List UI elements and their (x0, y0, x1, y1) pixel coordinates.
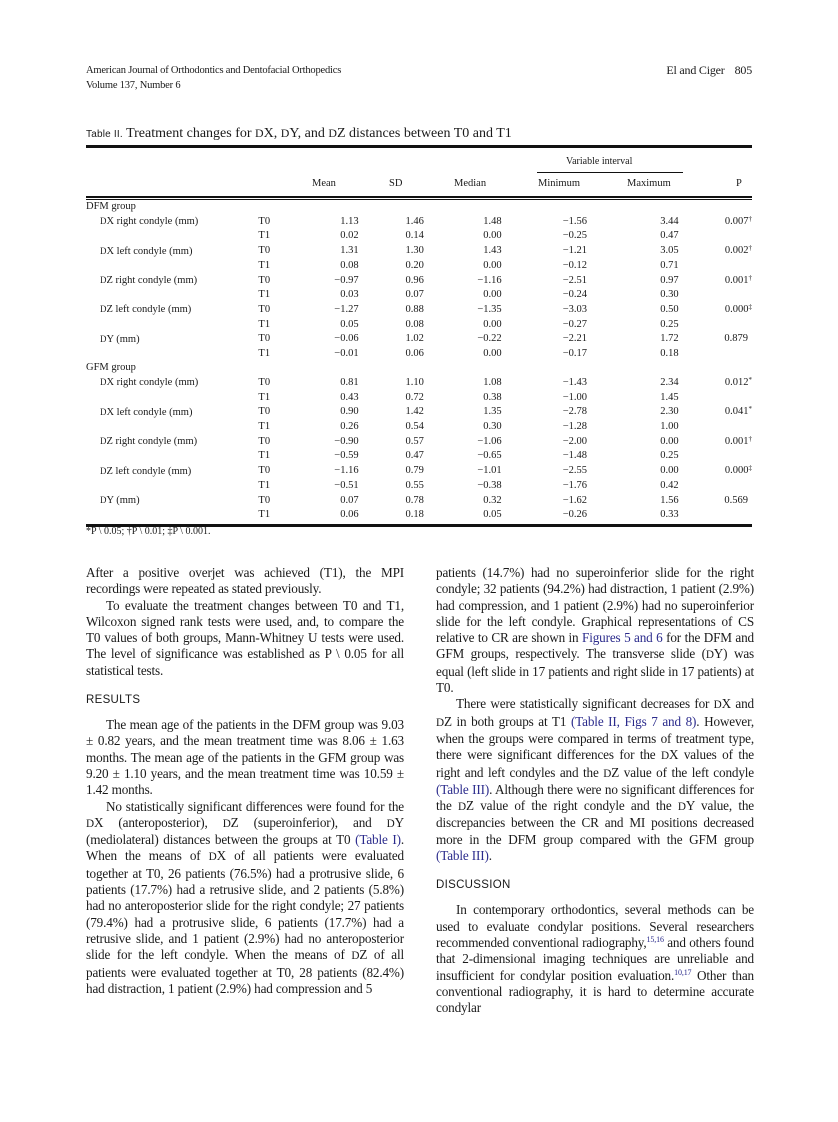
maximum-cell: 0.25 (660, 318, 679, 330)
maximum-cell: 0.00 (660, 435, 679, 447)
journal-name: American Journal of Orthodontics and Dentofacial Orthopedics (86, 65, 342, 76)
significance-marker: ‡ (748, 302, 752, 311)
p-value-cell: 0.000‡ (724, 302, 752, 315)
variable-interval-rule (537, 172, 683, 173)
variable-label: DX right condyle (mm) (100, 377, 199, 389)
mean-cell: 1.31 (340, 245, 359, 257)
median-cell: 0.00 (483, 348, 502, 360)
mean-cell: 0.08 (340, 259, 359, 271)
maximum-cell: 1.72 (660, 333, 679, 345)
variable-label (86, 259, 258, 273)
minimum-cell: −2.21 (562, 333, 587, 345)
timepoint: T0 (258, 215, 271, 227)
table-row (86, 273, 752, 288)
maximum-cell: 0.47 (660, 230, 679, 242)
mean-cell: −0.51 (334, 479, 359, 491)
maximum-cell: 0.33 (660, 509, 679, 521)
table-row (86, 332, 752, 347)
col-header-sd: SD (389, 178, 403, 189)
p-value-cell: 0.879 (724, 333, 748, 345)
variable-label (86, 288, 258, 302)
timepoint: T1 (258, 391, 271, 403)
variable-label: DY (mm) (100, 333, 140, 345)
table-row (86, 347, 752, 361)
minimum-cell: −1.28 (562, 421, 587, 433)
mean-cell: −0.90 (334, 435, 359, 447)
maximum-cell: 2.30 (660, 406, 679, 418)
body-column-right (436, 565, 754, 1016)
figures-5-6-link[interactable]: Figures 5 and 6 (582, 630, 663, 646)
median-cell: −1.06 (477, 435, 502, 447)
timepoint: T1 (258, 348, 271, 360)
maximum-cell: 0.97 (660, 274, 679, 286)
median-cell: 0.00 (483, 259, 502, 271)
sd-cell: 0.54 (405, 421, 424, 433)
timepoint: T0 (258, 245, 271, 257)
table-row (86, 464, 752, 479)
col-header-minimum: Minimum (538, 178, 581, 189)
maximum-cell: 3.44 (660, 215, 679, 227)
maximum-cell: 0.18 (660, 348, 679, 360)
mean-cell: 0.90 (340, 406, 359, 418)
table-row (86, 318, 752, 332)
mean-cell: 0.26 (340, 421, 359, 433)
table-caption (86, 124, 756, 144)
mean-cell: 0.07 (340, 494, 359, 506)
maximum-cell: 0.00 (660, 465, 679, 477)
timepoint: T1 (258, 450, 271, 462)
minimum-cell: −3.03 (562, 303, 587, 315)
median-cell: −1.01 (477, 465, 502, 477)
sd-cell: 1.10 (405, 376, 424, 388)
median-cell: 0.00 (483, 289, 502, 301)
sd-cell: 0.55 (405, 479, 424, 491)
paragraph: To evaluate the treatment changes between T0 and T1, Wilcoxon signed rank tests were used, and, to compare the T0 values of both groups, Mann-Whitney U tests were used. The level of significance was established as P \ 0.05 for all statistical tests. (86, 597, 404, 678)
minimum-cell: −0.24 (562, 289, 587, 301)
variable-label (86, 347, 258, 361)
p-value-cell: 0.569 (724, 494, 748, 506)
timepoint: T0 (258, 465, 271, 477)
table-iii-link[interactable]: (Table III) (436, 781, 490, 797)
maximum-cell: 0.50 (660, 303, 679, 315)
variable-label: DZ right condyle (mm) (100, 436, 198, 448)
median-cell: 1.08 (483, 376, 502, 388)
minimum-cell: −0.25 (562, 230, 587, 242)
median-cell: −1.35 (477, 303, 502, 315)
significance-marker: † (748, 244, 752, 253)
col-header-mean: Mean (312, 178, 336, 189)
sd-cell: 0.57 (405, 435, 424, 447)
p-value-cell (679, 420, 752, 434)
p-value-cell: 0.001† (724, 434, 752, 447)
median-cell: 0.05 (483, 509, 502, 521)
mean-cell: −1.27 (334, 303, 359, 315)
timepoint: T0 (258, 494, 271, 506)
variable-label: DX right condyle (mm) (100, 216, 199, 228)
col-header-p: P (736, 178, 742, 189)
sd-cell: 0.06 (405, 348, 424, 360)
p-value-cell (679, 391, 752, 405)
col-header-median: Median (454, 178, 487, 189)
significance-marker: † (748, 214, 752, 223)
table-body (86, 200, 752, 522)
p-value-cell: 0.001† (724, 273, 752, 286)
timepoint: T0 (258, 435, 271, 447)
table-row (86, 259, 752, 273)
maximum-cell: 0.42 (660, 479, 679, 491)
mean-cell: −0.59 (334, 450, 359, 462)
minimum-cell: −1.00 (562, 391, 587, 403)
table-row (86, 405, 752, 420)
timepoint: T1 (258, 289, 271, 301)
mean-cell: −0.01 (334, 348, 359, 360)
minimum-cell: −0.27 (562, 318, 587, 330)
table-row (86, 375, 752, 390)
median-cell: 0.32 (483, 494, 502, 506)
variable-label (86, 508, 258, 522)
table-row (86, 479, 752, 493)
variable-label (86, 420, 258, 434)
median-cell: 0.38 (483, 391, 502, 403)
maximum-cell: 1.00 (660, 421, 679, 433)
table-title: Treatment changes for DX, DY, and DZ distances between T0 and T1 (126, 126, 512, 141)
median-cell: −0.65 (477, 450, 502, 462)
mean-cell: −0.06 (334, 333, 359, 345)
results-heading: RESULTS (86, 694, 141, 707)
group-label: GFM group (86, 362, 136, 374)
variable-label: DZ left condyle (mm) (100, 465, 192, 477)
p-value-cell (679, 288, 752, 302)
median-cell: 0.30 (483, 421, 502, 433)
timepoint: T0 (258, 274, 271, 286)
timepoint: T1 (258, 259, 271, 271)
group-row (86, 200, 752, 214)
minimum-cell: −1.43 (562, 376, 587, 388)
journal-info (86, 63, 341, 93)
table-row (86, 493, 752, 508)
p-value-cell (679, 229, 752, 243)
variable-label (86, 229, 258, 243)
variable-label (86, 479, 258, 493)
data-table (86, 145, 752, 527)
mean-cell: 0.05 (340, 318, 359, 330)
minimum-cell: −0.26 (562, 509, 587, 521)
variable-label: DZ left condyle (mm) (100, 304, 192, 316)
median-cell: 1.43 (483, 245, 502, 257)
mean-cell: 0.81 (340, 376, 359, 388)
sd-cell: 1.30 (405, 245, 424, 257)
author-page (666, 63, 752, 78)
maximum-cell: 2.34 (660, 376, 679, 388)
p-value-cell: 0.041* (724, 405, 752, 418)
significance-marker: * (748, 405, 752, 414)
sd-cell: 0.20 (405, 259, 424, 271)
variable-label: DZ right condyle (mm) (100, 275, 198, 287)
discussion-heading: DISCUSSION (436, 879, 511, 892)
col-header-maximum: Maximum (627, 178, 671, 189)
p-value-cell: 0.000‡ (724, 464, 752, 477)
mean-cell: −1.16 (334, 465, 359, 477)
table-row (86, 449, 752, 463)
maximum-cell: 1.45 (660, 391, 679, 403)
timepoint: T1 (258, 318, 271, 330)
paragraph: In contemporary orthodontics, several methods can be used to evaluate condylar positions. Several researchers recommended conventional radiography,$^{15,16}$ and others found that 2-dimensional imaging techniques are unreliable and insufficient for condylar position evaluation.$^{10,17}$ Other than conventional radiography, it is hard to determine accurate condylar (436, 902, 754, 1016)
timepoint: T0 (258, 333, 271, 345)
sd-cell: 0.14 (405, 230, 424, 242)
minimum-cell: −2.00 (562, 435, 587, 447)
sd-cell: 1.02 (405, 333, 424, 345)
sd-cell: 0.78 (405, 494, 424, 506)
maximum-cell: 1.56 (660, 494, 679, 506)
p-value-cell (679, 347, 752, 361)
table-row (86, 302, 752, 317)
table-label: Table II. (86, 129, 123, 140)
median-cell: 0.00 (483, 318, 502, 330)
minimum-cell: −1.21 (562, 245, 587, 257)
table-header (86, 148, 752, 196)
maximum-cell: 0.30 (660, 289, 679, 301)
journal-volume: Volume 137, Number 6 (86, 80, 181, 91)
maximum-cell: 0.71 (660, 259, 679, 271)
group-label: DFM group (86, 201, 136, 212)
mean-cell: 0.43 (340, 391, 359, 403)
p-value-cell (679, 449, 752, 463)
median-cell: −1.16 (477, 274, 502, 286)
variable-label: DX left condyle (mm) (100, 406, 193, 418)
sd-cell: 0.79 (405, 465, 424, 477)
table-ii-figs-link[interactable]: (Table II, Figs 7 and 8) (570, 713, 697, 729)
body-column-left (86, 565, 404, 997)
timepoint: T1 (258, 230, 271, 242)
median-cell: 0.00 (483, 230, 502, 242)
timepoint: T1 (258, 509, 271, 521)
p-value-cell (679, 479, 752, 493)
maximum-cell: 3.05 (660, 245, 679, 257)
median-cell: 1.48 (483, 215, 502, 227)
mean-cell: 0.06 (340, 509, 359, 521)
p-value-cell (679, 508, 752, 522)
table-row (86, 214, 752, 229)
p-value-cell: 0.002† (724, 244, 752, 257)
significance-marker: ‡ (748, 464, 752, 473)
p-value-cell (679, 259, 752, 273)
timepoint: T0 (258, 406, 271, 418)
minimum-cell: −1.48 (562, 450, 587, 462)
paragraph: After a positive overjet was achieved (T1), the MPI recordings were repeated as stated previously. (86, 565, 404, 597)
minimum-cell: −1.62 (562, 494, 587, 506)
table-iii-link[interactable]: (Table III) (436, 848, 489, 864)
page-number: 805 (734, 63, 752, 77)
group-row (86, 361, 752, 375)
variable-label (86, 318, 258, 332)
mean-cell: −0.97 (334, 274, 359, 286)
table-row (86, 391, 752, 405)
mean-cell: 0.03 (340, 289, 359, 301)
table-row (86, 288, 752, 302)
table-row (86, 229, 752, 243)
minimum-cell: −1.76 (562, 479, 587, 491)
mean-cell: 1.13 (340, 215, 359, 227)
timepoint: T0 (258, 376, 271, 388)
sd-cell: 0.72 (405, 391, 424, 403)
sd-cell: 1.42 (405, 406, 424, 418)
sd-cell: 0.88 (405, 303, 424, 315)
significance-marker: † (748, 434, 752, 443)
maximum-cell: 0.25 (660, 450, 679, 462)
reference-link[interactable]: 15,16 (646, 934, 664, 944)
table-row (86, 420, 752, 434)
variable-label: DX left condyle (mm) (100, 245, 193, 257)
median-cell: 1.35 (483, 406, 502, 418)
significance-marker: * (748, 375, 752, 384)
paragraph: There were statistically significant decreases for DX and DZ in both groups at T1 (Table II, Figs 7 and 8). However, when the groups were compared in terms of treatment type, there were significant differences for the DX values of the right and left condyles and the DZ value of the left condyle (Table III). Although there were no significant differences for the DZ value of the right condyle and the DY value, the discrepancies between the CR and MI positions decreased more in the DFM group compared with the GFM group (Table III). (436, 696, 755, 864)
mean-cell: 0.02 (340, 230, 359, 242)
variable-label: DY (mm) (100, 495, 140, 507)
sd-cell: 0.07 (405, 289, 424, 301)
minimum-cell: −0.12 (562, 259, 587, 271)
minimum-cell: −1.56 (562, 215, 587, 227)
authors: El and Ciger (666, 63, 725, 77)
p-value-cell: 0.007† (724, 214, 752, 227)
paragraph: No statistically significant differences were found for the DX (anteroposterior), DZ (superoinferior), and DY (mediolateral) distances between the groups at T0 (Table I). When the means of DX of all patients were evaluated together at T0, 26 patients (76.5%) had a protrusive slide, 6 patients (17.7%) had a retrusive slide, and 2 patients (5.8%) had no anteroposterior slide for the right condyle; 27 patients (79.4%) had a protrusive slide, 6 patients (17.7%) had a retrusive slide, and 1 patient (2.9%) had no anteroposterior slide for the left condyle. When the means of DZ of all patients were evaluated together at T0, 28 patients (82.4%) had distraction, 1 patient (2.9%) had compression and 5 (86, 798, 404, 996)
sd-cell: 1.46 (405, 215, 424, 227)
sd-cell: 0.08 (405, 318, 424, 330)
variable-label (86, 391, 258, 405)
paragraph: patients (14.7%) had no superoinferior slide for the right condyle; 32 patients (94.2%) had distraction, 1 patient (2.9%) had compression, and 1 patient (2.9%) had no superoinferior slide for the left condyle. Graphical representations of CS relative to CR are shown in Figures 5 and 6 for the DFM and GFM groups, respectively. The transverse slide (DY) was equal (left slide in 17 patients and right slide in 17 patients) at T0. (436, 565, 755, 696)
table-row (86, 434, 752, 449)
p-value-cell (679, 318, 752, 332)
sd-cell: 0.47 (405, 450, 424, 462)
sd-cell: 0.18 (405, 509, 424, 521)
variable-interval-header: Variable interval (566, 156, 633, 167)
paragraph: The mean age of the patients in the DFM group was 9.03 ± 0.82 years, and the mean treatment time was 8.06 ± 1.63 months. The mean age of the patients in the GFM group was 9.20 ± 1.10 years, and the mean treatment time was 10.59 ± 1.42 months. (86, 717, 404, 798)
table-row (86, 508, 752, 522)
variable-label (86, 449, 258, 463)
table-i-link[interactable]: (Table I) (355, 832, 401, 848)
minimum-cell: −2.51 (562, 274, 587, 286)
timepoint: T0 (258, 303, 271, 315)
timepoint: T1 (258, 479, 271, 491)
median-cell: −0.38 (477, 479, 502, 491)
significance-marker: † (748, 273, 752, 282)
table-row (86, 244, 752, 259)
table-footnote: *P \ 0.05; †P \ 0.01; ‡P \ 0.001. (86, 526, 211, 537)
minimum-cell: −2.55 (562, 465, 587, 477)
median-cell: −0.22 (477, 333, 502, 345)
minimum-cell: −0.17 (562, 348, 587, 360)
minimum-cell: −2.78 (562, 406, 587, 418)
reference-link[interactable]: 10,17 (674, 967, 692, 977)
sd-cell: 0.96 (405, 274, 424, 286)
timepoint: T1 (258, 421, 271, 433)
p-value-cell: 0.012* (724, 375, 752, 388)
